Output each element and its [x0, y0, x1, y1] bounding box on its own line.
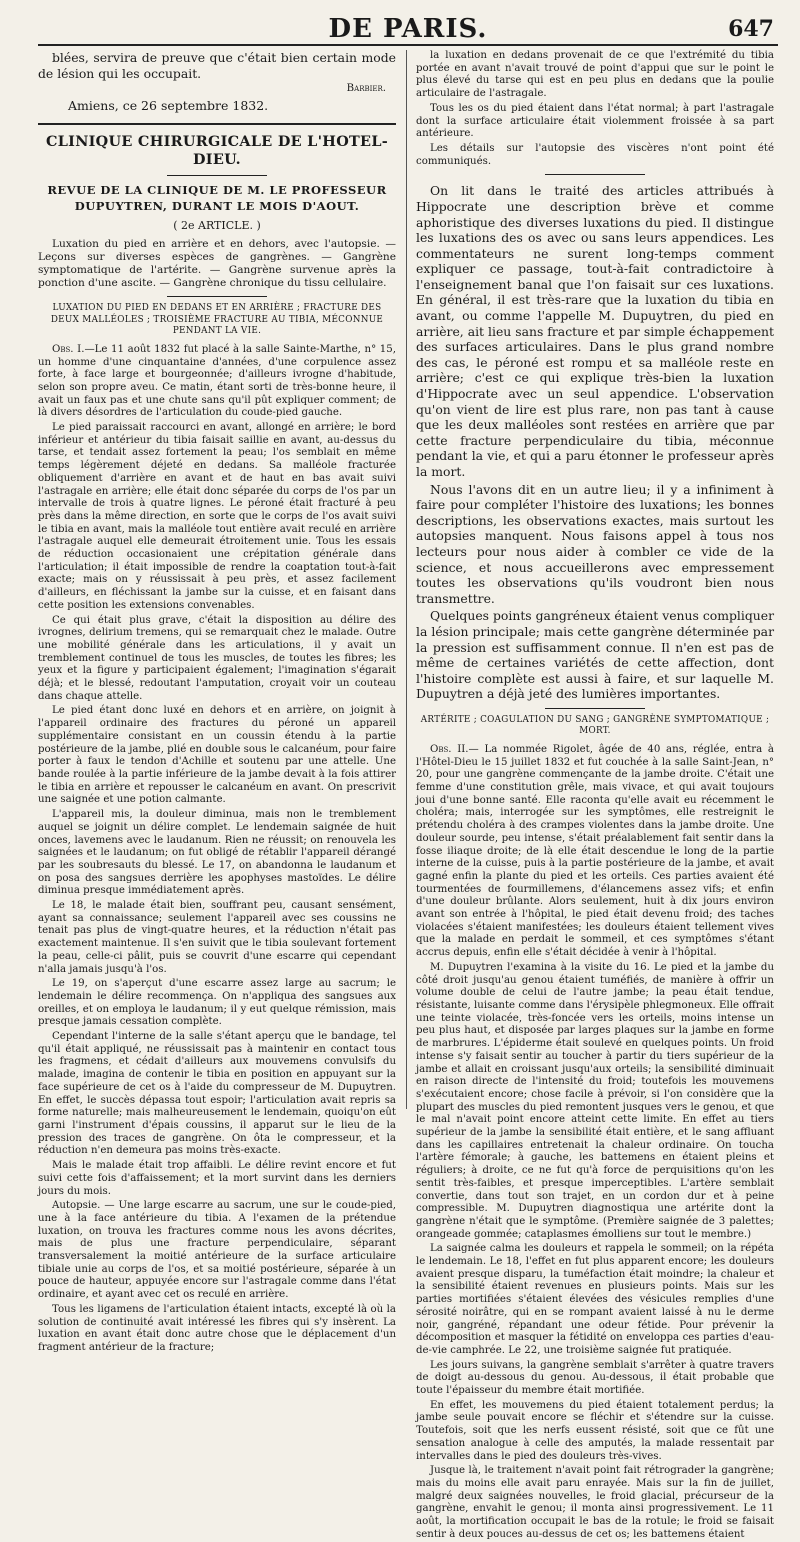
hippocrates-paragraph: On lit dans le traité des articles attribués à Hippocrate une description brève et comme aphoristique des diverses luxations du pied. Il distingue les luxations des os avec ou sans leurs appendices. Les commentateurs ne surent long-temps comment expliquer ce passage, tout-à-fait contradictoire à l'enseignement banal que l'on faisait sur ces luxations. En général, il est très-rare que la luxation du tibia en avant, ou comme l'appelle M. Dupuytren, du pied en arrière, ait lieu sans fracture et par simple échappement des surfaces articulaires. Dans le plus grand nombre des cas, le péroné est rompu et sa malléole reste en arrière; c'est ce qui explique très-bien la luxation d'Hippocrate avec un seul appendice. L'observation qu'on vient de lire est plus rare, non pas tant à cause que les deux malléoles sont restées en arrière que par cette fracture perpendiculaire du tibia, méconnue pendant la vie, et qui a paru étonner le professeur après la mort. [416, 183, 774, 480]
right-column [416, 50, 774, 1540]
short-rule-2 [167, 296, 267, 297]
right-paragraph: M. Dupuytren l'examina à la visite du 16. Le pied et la jambe du côté droit jusqu'au genou étaient tuméfiés, de manière à offrir un volume double de celui de l'autre jambe; la peau était tendue, résistante, luisante comme dans l'érysipèle phlegmoneux. Elle offrait une teinte violacée, très-foncée vers les orteils, moins intense un peu plus haut, et disposée par larges plaques sur la jambe en forme de marbrures. L'épiderme était soulevé en quelques points. Un froid intense s'y faisait sentir au toucher à partir du tiers supérieur de la jambe et allait en croissant jusqu'aux orteils; la sensibilité diminuait en raison directe de l'intensité du froid; toutefois les mouvemens s'exécutaient encore; chose facile à prévoir, si l'on considère que la plupart des muscles du pied remontent jusques vers le genou, et que le mal n'avait point encore atteint cette limite. En effet au tiers supérieur de la jambe la sensibilité était entière, et le sang affluant dans les capillaires entretenait la chaleur ordinaire. On toucha l'artère fémorale; à gauche, les battemens en étaient pleins et réguliers; à droite, ce ne fut qu'à force de perquisitions qu'on les sentit très-faibles, et presque imperceptibles. L'artère semblait convertie, dans tout son trajet, en un cordon dur et à peine compressible. M. Dupuytren diagnostiqua une artérite dont la gangrène n'était que le symptôme. (Première saignée de 3 palettes; orangeade gommée; cataplasmes émolliens sur tout le membre.) [416, 961, 774, 1240]
gangrene-paragraph: Quelques points gangréneux étaient venus compliquer la lésion principale; mais cette gangrène déterminée par la pression est suffisamment connue. Il n'en est pas de même de certaines variétés de cette affection, dont l'histoire complète est aussi à faire, et sur laquelle M. Dupuytren a déjà jeté des lumières importantes. [416, 608, 774, 702]
place-date: Amiens, ce 26 septembre 1832. [68, 97, 269, 113]
observation-text-2: — La nommée Rigolet, âgée de 40 ans, réglée, entra à l'Hôtel-Dieu le 15 juillet 1832 et fut couchée à la salle Saint-Jean, n° 20, pour une gangrène commençante de la jambe droite. C'était une femme d'une constitution grêle, mais vivace, et qui avait toujours joui d'une bonne santé. Elle raconta qu'elle avait eu récemment le choléra; mais, interrogée sur les symptômes, elle restreignit le prétendu choléra à des crampes violentes dans la jambe droite. Une douleur sourde, peu intense, s'était préalablement fait sentir dans la fosse iliaque droite; de là elle était descendue le long de la partie interne de la cuisse, puis à la partie postérieure de la jambe, et avait gagné enfin la plante du pied et les orteils. Ces parties avaient été tourmentées de fourmillemens, d'élancemens assez vifs; et enfin d'une douleur brûlante. Alors seulement, huit à dix jours environ avant son entrée à l'hôpital, le pied était devenu froid; des taches violacées s'étaient manifestées; les douleurs étaient tellement vives que la malade en perdait le sommeil, et ces symptômes s'étant accrus depuis, enfin elle s'était décidée à venir à l'hôpital. [416, 743, 774, 959]
review-title: REVUE DE LA CLINIQUE DE M. LE PROFESSEUR DUPUYTREN, DURANT LE MOIS D'AOUT. [47, 182, 387, 213]
left-paragraph: Ce qui était plus grave, c'était la disposition au délire des ivrognes, delirium tremens, qui se remarquait chez le malade. Outre une mobilité générale dans les articulations, il y avait un tremblement continuel de tous les muscles, de toutes les fibres; les yeux et la figure y participaient également; l'imagination s'égarait déjà; et le blessé, redoutant l'amputation, croyait voir un couteau dans chaque attelle. [38, 614, 396, 702]
subsection-heading: LUXATION DU PIED EN DEDANS ET EN ARRIÈRE ; FRACTURE DES DEUX MALLÉOLES ; TROISIÈME FRACTURE AU TIBIA, MÉCONNUE PENDANT LA VIE. [50, 303, 384, 337]
left-paragraph: Le 18, le malade était bien, souffrant peu, causant sensément, ayant sa connaissance; seulement l'appareil avec ses coussins ne tenait pas plus de vingt-quatre heures, et la réduction n'était pas exactement maintenue. Il s'en suivit que le tibia soulevant fortement la peau, celle-ci pâlit, puis se couvrit d'une escarre qui cependant n'alla jamais jusqu'à l'os. [38, 900, 396, 975]
observation-label-2: Obs. II. [430, 743, 469, 755]
left-paragraph: Le 19, on s'aperçut d'une escarre assez large au sacrum; le lendemain le délire recommença. On n'appliqua des sangsues aux oreilles, et on employa le laudanum; il y eut quelque rémission, mais presque jamais cessation complète. [38, 978, 396, 1028]
left-column [38, 50, 397, 1353]
left-paragraph: Tous les ligamens de l'articulation étaient intacts, excepté là où la solution de continuité avait intéressé les fibres qui s'y insèrent. La luxation en avant était donc autre chose que le déplacement d'un fragment antérieur de la fracture; [38, 1303, 396, 1353]
left-paragraph: Le pied paraissait raccourci en avant, allongé en arrière; le bord inférieur et antérieur du tibia faisait saillie en avant, au-dessus du tarse, et tendait assez fortement la peau; l'os semblait en même temps légèrement déjeté en dedans. Sa malléole fracturée obliquement d'arrière en avant et de haut en bas avait suivi l'astragale en arrière; elle était donc séparée du corps de l'os par un intervalle de trois à quatre lignes. Le péroné était fracturé à peu près dans la même direction, en sorte que le corps de l'os avait suivi le tibia en avant, mais la malléole tout entière avait reculé en arrière l'astragale auquel elle demeurait étroitement unie. Tous les essais de réduction occasionaient une crépitation générale dans l'articulation; il était impossible de rendre la coaptation tout-à-fait exacte; mais on y réussissait à peu près, et assez facilement d'ailleurs, en fléchissant la jambe sur la cuisse, et en faisant dans cette position les extensions convenables. [38, 422, 396, 611]
section-separator [38, 123, 396, 125]
observation-text: —Le 11 août 1832 fut placé à la salle Sainte-Marthe, n° 15, un homme d'une cinquantaine d'années, d'une corpulence assez forte, à face large et bourgeonnée; d'ailleurs ivrogne d'habitude, selon son propre aveu. Ce matin, étant sorti de très-bonne heure, il avait un faux pas et une chute sans qu'il pût expliquer comment; de là divers désordres de l'articulation du coude-pied gauche. [38, 343, 397, 419]
page-title: DE PARIS. [328, 14, 488, 44]
short-rule-3 [545, 174, 645, 175]
left-paragraph: Cependant l'interne de la salle s'étant aperçu que le bandage, tel qu'il était appliqué, ne réussissait pas à maintenir en contact tous les fragmens, et cédait d'ailleurs aux mouvemens convulsifs du malade, imagina de contenir le tibia en position en appuyant sur la face supérieure de cet os à l'aide du compresseur de M. Dupuytren. En effet, le succès dépassa tout espoir; l'articulation avait repris sa forme naturelle; mais malheureusement le lendemain, quoiqu'on eût garni l'instrument d'épais coussins, il apparut sur le lieu de la pression des traces de gangrène. On ôta le compresseur, et la réduction n'en demeura pas moins très-exacte. [38, 1031, 396, 1157]
newspaper-page [38, 14, 778, 1540]
short-rule-4 [545, 708, 645, 709]
right-paragraph: En effet, les mouvemens du pied étaient totalement perdus; la jambe seule pouvait encore se fléchir et s'étendre sur la cuisse. Toutefois, soit que les nerfs eussent résisté, soit que ce fût une sensation analogue à celle des amputés, la malade ressentait par intervalles dans le pied des douleurs très-vives. [416, 1399, 774, 1462]
right-paragraph: Les détails sur l'autopsie des viscères n'ont point été communiqués. [416, 142, 774, 167]
page-number: 647 [728, 16, 774, 42]
top-paragraph: blées, servira de preuve que c'était bien certain mode de lésion qui les occupait. [38, 50, 396, 81]
left-paragraph: L'appareil mis, la douleur diminua, mais non le tremblement auquel se joignit un délire complet. Le lendemain saignée de huit onces, lavemens avec le laudanum. Rien ne réussit; on renouvela les saignées et le laudanum; on fut obligé de rétablir l'appareil dérangé par les soubresauts du blessé. Le 17, on abandonna le laudanum et on posa des sangsues derrière les apophyses mastoïdes. Le délire diminua presque immédiatement après. [38, 809, 396, 897]
left-paragraph: Mais le malade était trop affaibli. Le délire revint encore et fut suivi cette fois d'affaissement; et la mort survint dans les derniers jours du mois. [38, 1160, 396, 1197]
observation-1 [38, 344, 396, 420]
subsection-heading-2: ARTÉRITE ; COAGULATION DU SANG ; GANGRÈNE SYMPTOMATIQUE ; MORT. [420, 714, 770, 737]
page-header [38, 14, 778, 46]
right-paragraph: La saignée calma les douleurs et rappela le sommeil; on la répéta le lendemain. Le 18, l'effet en fut plus apparent encore; les douleurs avaient presque disparu, la tuméfaction était moindre; la chaleur et la sensibilité étaient revenues en plusieurs points. Mais sur les parties mortifiées s'étaient élevées des vésicules remplies d'une sérosité noirâtre, qui en se rompant avaient laissé à nu le derme noir, gangréné, répandant une odeur fétide. Pour prévenir la décomposition et masquer la fétidité on enveloppa ces parties d'eau-de-vie camphrée. Le 22, une troisième saignée fut pratiquée. [416, 1243, 774, 1356]
right-paragraph: Jusque là, le traitement n'avait point fait rétrograder la gangrène; mais du moins elle avait paru enrayée. Mais sur la fin de juillet, malgré deux saignées nouvelles, le froid glacial, précurseur de la gangrène, envahit le genou; il monta ainsi progressivement. Le 11 août, la mortification occupait le bas de la rotule; le froid se faisait sentir à deux pouces au-dessus de cet os; les battemens étaient [416, 1465, 774, 1540]
right-paragraph: Les jours suivans, la gangrène semblait s'arrêter à quatre travers de doigt au-dessous du genou. Au-dessous, il était probable que toute l'épaisseur du membre était mortifiée. [416, 1359, 774, 1397]
observation-2 [416, 744, 774, 960]
left-paragraph: Autopsie. — Une large escarre au sacrum, une sur le coude-pied, une à la face antérieure du tibia. A l'examen de la prétendue luxation, on trouva les fractures comme nous les avons décrites, mais de plus une fracture perpendiculaire, séparant transversalement la moitié antérieure de la surface articulaire tibiale unie au corps de l'os, et sa moitié postérieure, séparée à un pouce de hauteur, appuyée encore sur l'astragale comme dans l'état ordinaire, et ayant avec cet os reculé en arrière. [38, 1200, 396, 1301]
section-title: CLINIQUE CHIRURGICALE DE L'HOTEL-DIEU. [45, 132, 389, 168]
right-paragraph: la luxation en dedans provenait de ce que l'extrémité du tibia portée en avant n'avait trouvé de point d'appui que sur le point le plus élevé du tarse qui est en peu plus en dedans que la poulie articulaire de l'astragale. [416, 50, 774, 100]
short-rule [167, 175, 267, 176]
observation-label: Obs. I. [52, 343, 85, 355]
luxation-history-paragraph: Nous l'avons dit en un autre lieu; il y a infiniment à faire pour compléter l'histoire des luxations; les bonnes descriptions, les observations exactes, mais surtout les autopsies manquent. Nous faisons appel à tous nos lecteurs pour nous aider à combler ce vide de la science, et nous accueillerons avec empressement toutes les observations qu'ils voudront bien nous transmettre. [416, 481, 774, 606]
right-paragraph: Tous les os du pied étaient dans l'état normal; à part l'astragale dont la surface articulaire était violemment froissée à sa part antérieure. [416, 102, 774, 140]
left-paragraph: Le pied étant donc luxé en dehors et en arrière, on joignit à l'appareil ordinaire des fractures du péroné un appareil supplémentaire consistant en un coussin étendu à la partie postérieure de la jambe, plié en double sous le calcanéum, pour faire porter à faux le tendon d'Achille et soutenu par une attelle. Une bande roulée à la partie inférieure de la jambe devait à la fois attirer le tibia en arrière et repousser le calcanéum en avant. On prescrivit une saignée et une potion calmante. [38, 705, 396, 806]
article-label: ( 2e ARTICLE. ) [173, 218, 261, 232]
article-summary: Luxation du pied en arrière et en dehors, avec l'autopsie. — Leçons sur diverses espèces de gangrènes. — Gangrène symptomatique de l'artérite. — Gangrène survenue après la ponction d'une ascite. — Gangrène chronique du tissu cellulaire. [38, 238, 396, 290]
signature: Barbier. [346, 83, 386, 95]
